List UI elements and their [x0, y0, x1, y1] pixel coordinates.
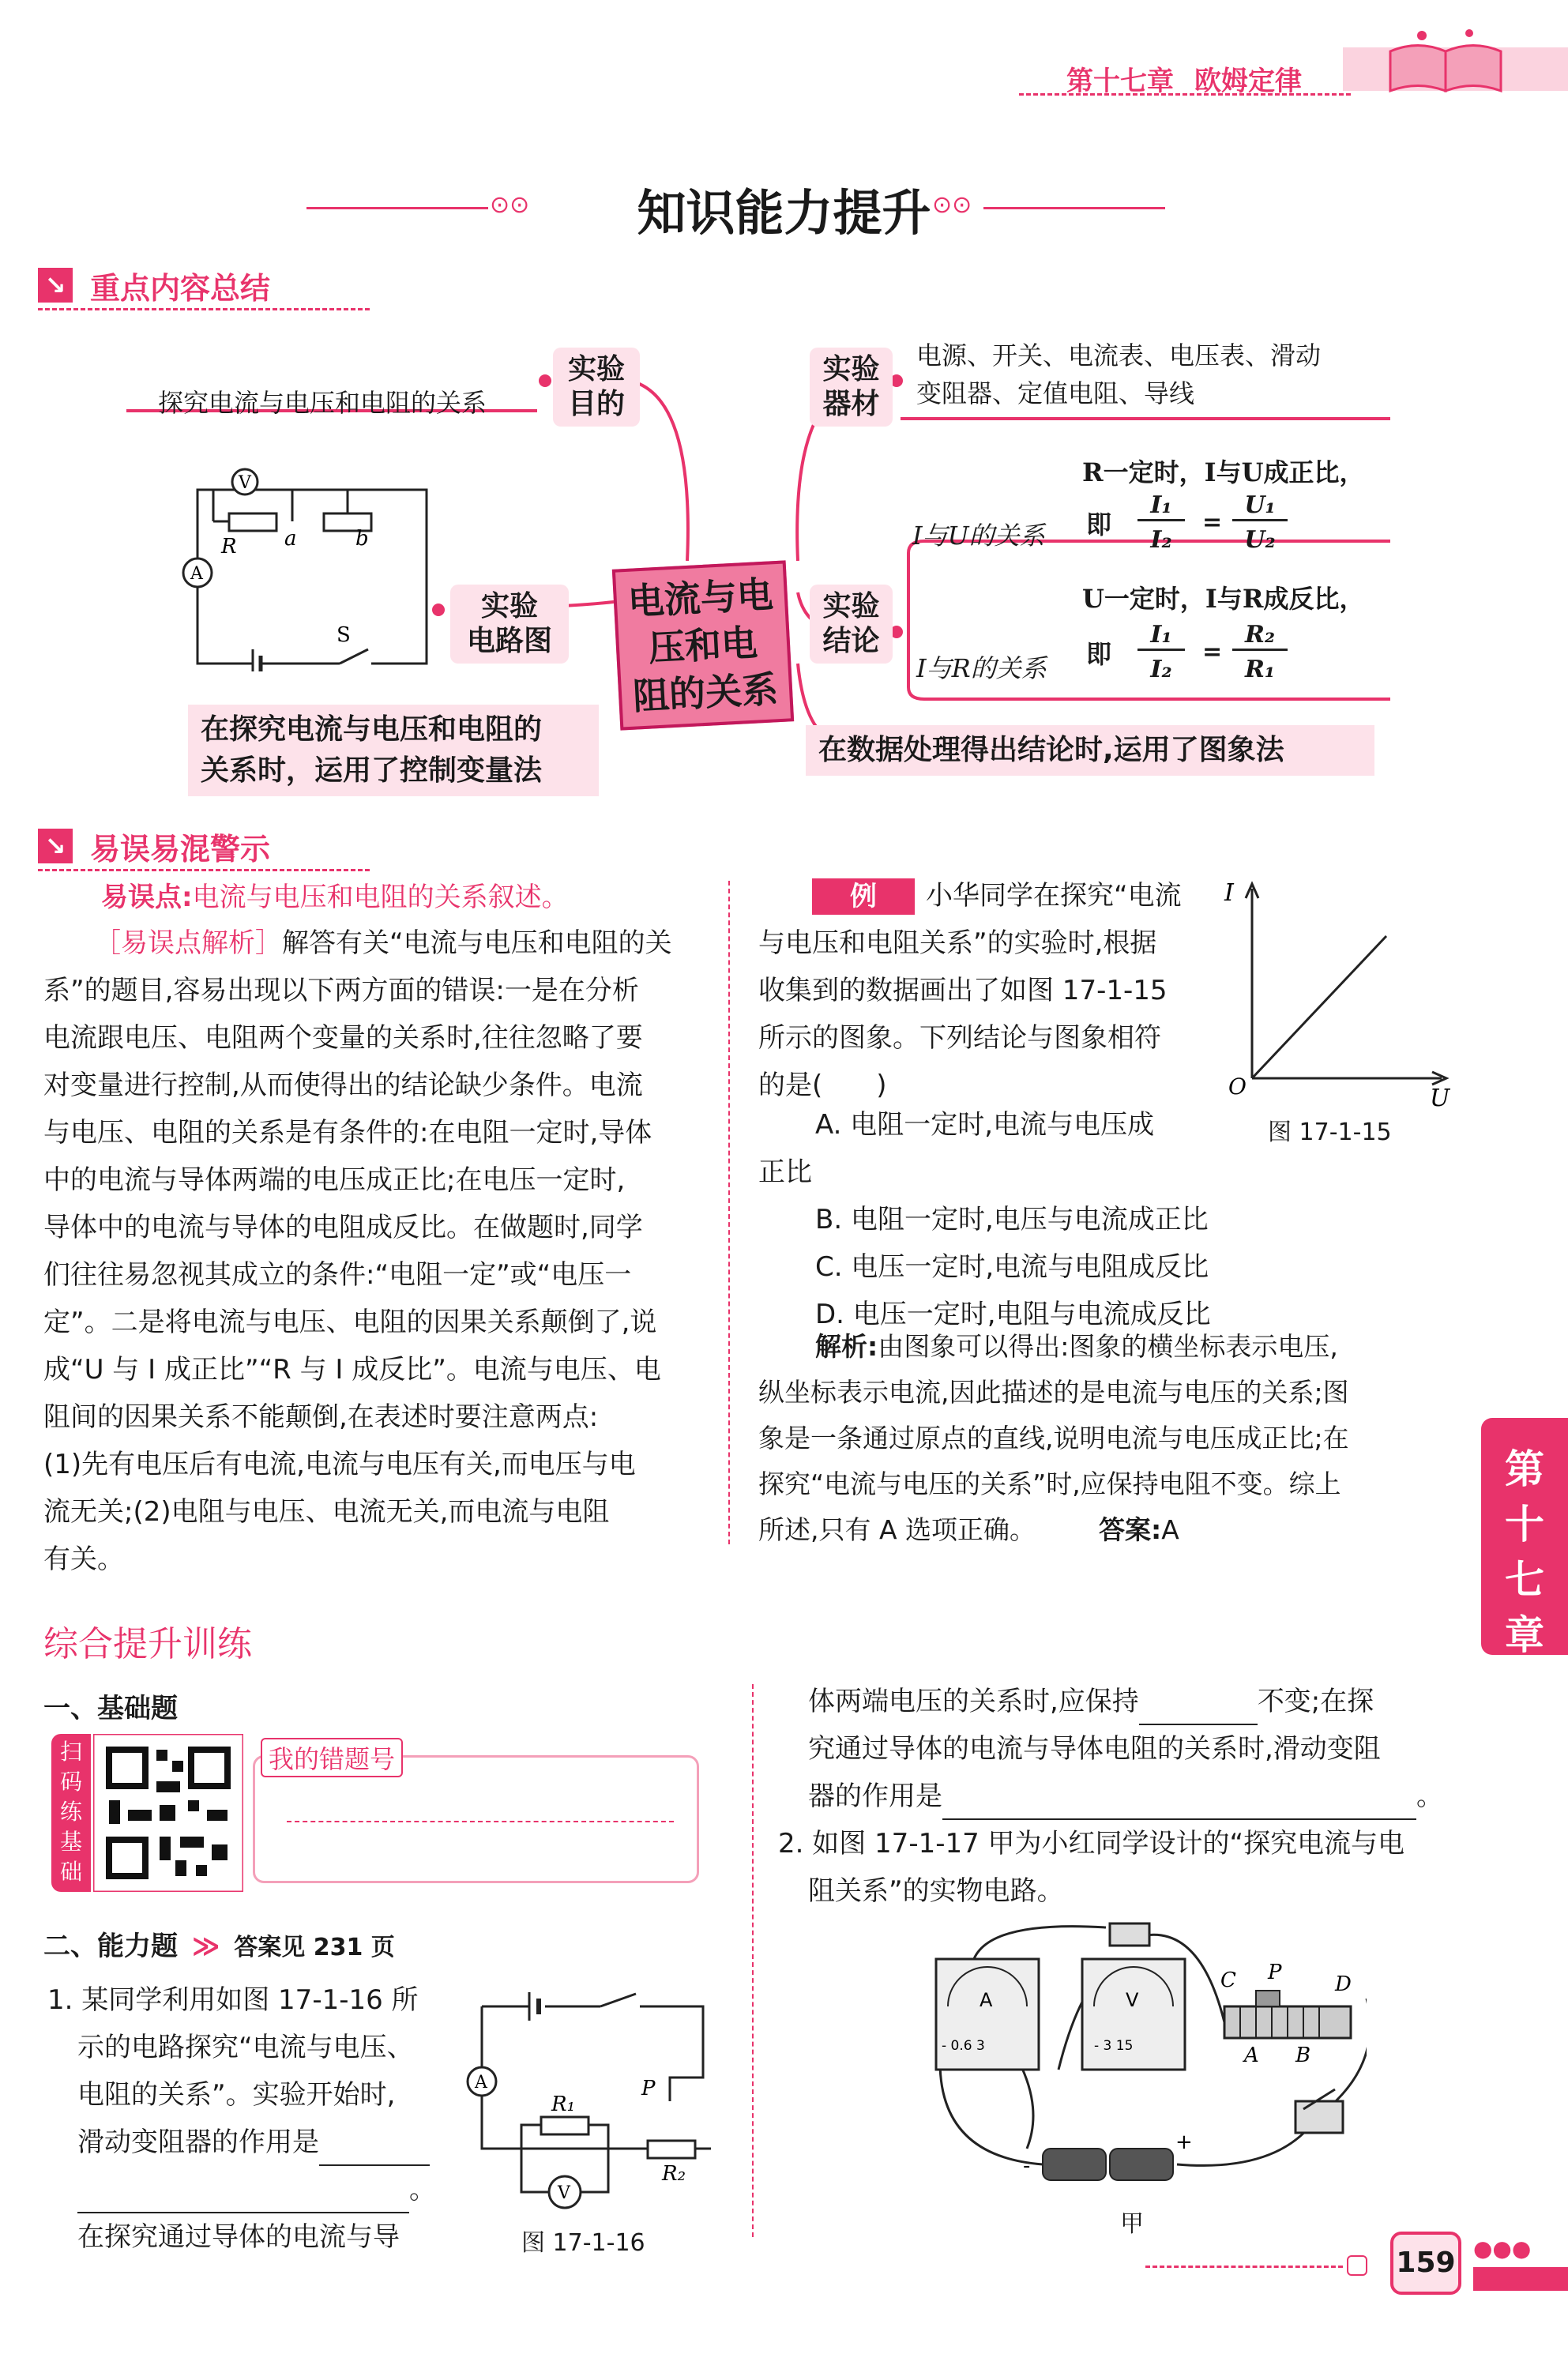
tab-char: 第	[1505, 1446, 1544, 1492]
qr-side-label	[51, 1734, 91, 1892]
q1-blank-3[interactable]	[942, 1788, 1416, 1820]
section-label: 易误易混警示	[90, 831, 271, 867]
q2-scale-v: - 3 15	[1094, 2038, 1134, 2054]
circuit-label-b: b	[355, 527, 369, 551]
graph-origin: O	[1228, 1074, 1247, 1100]
chapter-side-tab	[1481, 1418, 1568, 1658]
ir-formula	[1130, 621, 1351, 692]
node-purpose	[553, 348, 640, 427]
example-solution	[758, 1324, 1461, 1553]
ability-heading	[43, 1924, 395, 1963]
analysis-label: ［易误点解析］	[94, 927, 282, 959]
column-divider	[728, 881, 730, 1544]
analysis-line: 定”。二是将电流与电压、电阻的因果关系颠倒了,说	[43, 1307, 657, 1338]
mistake-number-label: 我的错题号	[261, 1738, 403, 1777]
q2-label-P: P	[1268, 1961, 1282, 1984]
q1-cont-line: 究通过导体的电流与导体电阻的关系时,滑动变阻	[808, 1733, 1381, 1765]
analysis-line: 对变量进行控制,从而使得出的结论缺少条件。电流	[43, 1070, 643, 1101]
node-purpose-line1: 实验	[567, 353, 625, 385]
option-c: C. 电压一定时,电流与电阻成反比	[815, 1251, 1209, 1283]
solution-label: 解析:	[815, 1331, 878, 1362]
footer-dots-icon: ●●●	[1473, 2236, 1532, 2262]
example-line: 小华同学在探究“电流	[926, 880, 1182, 912]
method-left-line2: 关系时，运用了控制变量法	[201, 754, 543, 787]
q1-line: 在探究通过导体的电流与导	[77, 2221, 400, 2253]
q2-meter-v: V	[1126, 1989, 1139, 2011]
graph-x-label: U	[1430, 1085, 1450, 1110]
page-title: 知识能力提升	[637, 184, 931, 242]
q2-line: 阻关系”的实物电路。	[808, 1875, 1064, 1907]
analysis-line: (1)先有电压后有电流,电流与电压有关,而电压与电	[43, 1449, 636, 1480]
q1-label-V: V	[558, 2183, 570, 2203]
circuit-label-S: S	[337, 623, 351, 647]
q1-line: 示的电路探究“电流与电压、	[77, 2032, 414, 2063]
q1-line: 滑动变阻器的作用是	[77, 2126, 319, 2158]
analysis-line: 系”的题目,容易出现以下两方面的错误:一是在分析	[43, 975, 639, 1006]
iu-ji: 即	[1086, 510, 1112, 540]
tab-char: 章	[1505, 1612, 1544, 1658]
ir-ji: 即	[1086, 639, 1112, 669]
q1-label-R1: R₁	[551, 2093, 575, 2116]
analysis-line: 中的电流与导体两端的电压成正比;在电压一定时,	[43, 1164, 626, 1196]
double-chevron-icon: ≫	[191, 1931, 220, 1962]
option-a-cont: 正比	[758, 1156, 812, 1188]
q2-circuit-photo	[924, 1912, 1367, 2196]
q1-line: 1. 某同学利用如图 17-1-16 所	[47, 1984, 419, 2016]
answer-value: A	[1161, 1514, 1179, 1545]
option-a: A. 电阻一定时,电流与电压成	[815, 1109, 1155, 1141]
analysis-line: 导体中的电流与导体的电阻成反比。在做题时,同学	[43, 1212, 643, 1243]
chapter-title: 欧姆定律	[1194, 66, 1302, 97]
title-arrow-left-icon: ⊙⊙	[490, 191, 530, 219]
q1-cont-line: 体两端电压的关系时,应保持	[808, 1686, 1139, 1717]
ir-label: I与R的关系	[916, 653, 1047, 683]
solution-line: 象是一条通过原点的直线,说明电流与电压成正比;在	[758, 1423, 1349, 1453]
qr-char: 础	[59, 1859, 82, 1885]
method-right-box: 在数据处理得出结论时,运用了图象法	[806, 725, 1374, 776]
header-dashed-line	[1019, 93, 1351, 96]
q1-caption: 图 17-1-16	[521, 2229, 645, 2257]
option-d: D. 电压一定时,电阻与电流成反比	[815, 1299, 1211, 1330]
question-1	[47, 1976, 458, 2261]
node-circuit	[450, 585, 569, 664]
analysis-line: 有关。	[43, 1544, 124, 1575]
q1-cont-line: 不变;在探	[1257, 1686, 1374, 1717]
tab-char: 十	[1505, 1502, 1544, 1547]
q1-cont-line: 器的作用是	[808, 1781, 942, 1812]
frac-I1b: I₁	[1137, 621, 1185, 651]
section-mistakes	[38, 825, 270, 867]
q2-minus: -	[1023, 2154, 1031, 2178]
center-node	[612, 560, 794, 730]
solution-line: 纵坐标表示电流,因此描述的是电流与电压的关系;图	[758, 1377, 1349, 1408]
node-equipment	[810, 348, 893, 427]
frac-R2: R₂	[1232, 621, 1288, 651]
q1-blank-1-cont[interactable]	[77, 2182, 409, 2213]
section-rule	[38, 869, 370, 871]
page-number: 159	[1390, 2232, 1461, 2295]
solution-line: 所述,只有 A 选项正确。	[758, 1514, 1036, 1545]
mistake-analysis	[43, 919, 707, 1583]
ir-rule: U一定时，I与R成反比，	[1082, 584, 1365, 614]
iu-rule: R一定时，I与U成正比，	[1082, 457, 1365, 487]
section-label: 重点内容总结	[90, 270, 271, 306]
q1-label-A: A	[475, 2073, 487, 2093]
purpose-text: 探究电流与电压和电阻的关系	[158, 388, 487, 418]
footer-bar	[1473, 2267, 1568, 2291]
q2-line: 2. 如图 17-1-17 甲为小红同学设计的“探究电流与电	[778, 1828, 1405, 1859]
q2-label-B: B	[1295, 2044, 1311, 2067]
iu-label: I与U的关系	[912, 521, 1045, 551]
frac-I2b: I₂	[1150, 656, 1172, 683]
method-left-box	[188, 705, 599, 796]
equipment-text	[916, 337, 1321, 412]
q2-label-C: C	[1220, 1969, 1236, 1992]
circuit-label-A: A	[190, 564, 203, 584]
mistake-point-text: 电流与电压和电阻的关系叙述。	[192, 882, 569, 913]
qr-code-icon[interactable]	[93, 1734, 243, 1892]
q2-label-A: A	[1244, 2044, 1259, 2067]
q1-continued	[778, 1678, 1473, 1915]
qr-char: 扫	[59, 1739, 82, 1765]
example-line: 收集到的数据画出了如图 17-1-15	[758, 975, 1168, 1006]
footer-rule	[1145, 2266, 1343, 2268]
node-circuit-line2: 电路图	[466, 625, 552, 657]
q1-period: 。	[409, 2174, 436, 2205]
example-question	[758, 872, 1216, 1109]
frac-I1: I₁	[1137, 491, 1185, 521]
analysis-line: 与电压、电阻的关系是有条件的:在电阻一定时,导体	[43, 1117, 652, 1149]
frac-U1: U₁	[1232, 491, 1288, 521]
section-key-summary	[38, 265, 270, 306]
center-line2: 压和电	[647, 621, 759, 670]
q2-scale-a: - 0.6 3	[942, 2038, 985, 2054]
mistake-point	[101, 874, 569, 921]
analysis-line: 们往往易忽视其成立的条件:“电阻一定”或“电压一	[43, 1259, 632, 1291]
node-conclusion-line2: 结论	[822, 625, 880, 657]
node-equipment-line1: 实验	[822, 353, 880, 385]
title-rule-right	[983, 207, 1165, 209]
answer-label: 答案:	[1099, 1514, 1162, 1545]
qr-char: 基	[59, 1829, 82, 1855]
answer-reference: 答案见 231 页	[234, 1934, 395, 1961]
mistake-point-label: 易误点:	[101, 882, 193, 913]
node-equipment-line2: 器材	[822, 388, 880, 420]
basic-heading: 一、基础题	[43, 1693, 178, 1724]
ability-label: 二、能力题	[43, 1931, 178, 1962]
mistake-number-line	[287, 1821, 674, 1822]
example-line: 与电压和电阻关系”的实验时,根据	[758, 927, 1157, 959]
q2-caption: 甲	[1120, 2210, 1144, 2238]
analysis-line: 流无关;(2)电阻与电压、电流无关,而电流与电阻	[43, 1496, 610, 1528]
center-line3: 阻的关系	[631, 667, 780, 718]
q1-label-R2: R₂	[662, 2162, 686, 2186]
q2-plus: +	[1175, 2130, 1193, 2154]
frac-R1: R₁	[1244, 656, 1276, 683]
training-title: 综合提升训练	[43, 1624, 252, 1664]
tab-char: 七	[1505, 1557, 1544, 1603]
arrow-down-right-icon: ↘	[38, 829, 73, 863]
example-tag: 例	[812, 878, 915, 915]
title-arrow-right-icon: ⊙⊙	[932, 191, 972, 219]
q2-label-D: D	[1335, 1972, 1352, 1996]
option-b: B. 电阻一定时,电压与电流成正比	[815, 1204, 1209, 1235]
q1-blank-1[interactable]	[319, 2134, 430, 2166]
iu-formula	[1130, 491, 1351, 562]
node-conclusion	[810, 585, 893, 664]
example-options	[758, 1101, 1469, 1338]
q1-period-2: 。	[1416, 1781, 1443, 1812]
example-line: 所示的图象。下列结论与图象相符	[758, 1022, 1161, 1054]
qr-char: 练	[59, 1799, 82, 1825]
frac-U2: U₂	[1244, 526, 1276, 554]
qr-char: 码	[59, 1769, 82, 1795]
frac-eq: =	[1202, 509, 1223, 536]
circuit-label-a: a	[284, 527, 297, 551]
circuit-diagram	[182, 466, 442, 671]
section-rule	[38, 308, 370, 310]
solution-line: 由图象可以得出:图象的横坐标表示电压,	[878, 1331, 1338, 1362]
graph-y-label: I	[1224, 879, 1234, 907]
analysis-line: 阻间的因果关系不能颠倒,在表述时要注意两点:	[43, 1401, 599, 1433]
node-purpose-line2: 目的	[567, 388, 625, 420]
example-line: 的是( )	[758, 1070, 887, 1101]
q1-line: 电阻的关系”。实验开始时,	[77, 2079, 396, 2111]
q1-label-P: P	[641, 2077, 656, 2100]
center-line1: 电流与电	[626, 573, 775, 623]
equipment-line1: 电源、开关、电流表、电压表、滑动	[916, 340, 1322, 370]
analysis-line: 电流跟电压、电阻两个变量的关系时,往往忽略了要	[43, 1022, 643, 1054]
node-conclusion-line1: 实验	[822, 590, 880, 622]
graph-caption: 图 17-1-15	[1268, 1119, 1392, 1146]
solution-line: 探究“电流与电压的关系”时,应保持电阻不变。综上	[758, 1468, 1341, 1499]
footer-square-icon	[1347, 2255, 1367, 2276]
book-banner-icon	[1343, 24, 1568, 118]
analysis-line: 解答有关“电流与电压和电阻的关	[282, 927, 672, 959]
chapter-number: 第十七章	[1066, 66, 1174, 97]
column-divider-2	[752, 1684, 754, 2237]
equipment-line2: 变阻器、定值电阻、导线	[916, 378, 1195, 408]
arrow-down-right-icon: ↘	[38, 268, 73, 303]
method-left-line1: 在探究电流与电压和电阻的	[201, 713, 543, 746]
frac-I2: I₂	[1150, 526, 1172, 554]
analysis-line: 成“U 与 I 成正比”“R 与 I 成反比”。电流与电压、电	[43, 1354, 661, 1386]
circuit-label-R: R	[221, 535, 237, 558]
chapter-header	[1066, 59, 1322, 98]
frac-eq-b: =	[1202, 638, 1223, 666]
q2-meter-a: A	[980, 1989, 993, 2011]
node-circuit-line1: 实验	[480, 590, 538, 622]
q1-circuit-diagram	[466, 1983, 727, 2220]
q1-blank-2[interactable]	[1139, 1694, 1258, 1725]
circuit-label-V: V	[239, 473, 251, 493]
example-graph	[1220, 873, 1457, 1110]
